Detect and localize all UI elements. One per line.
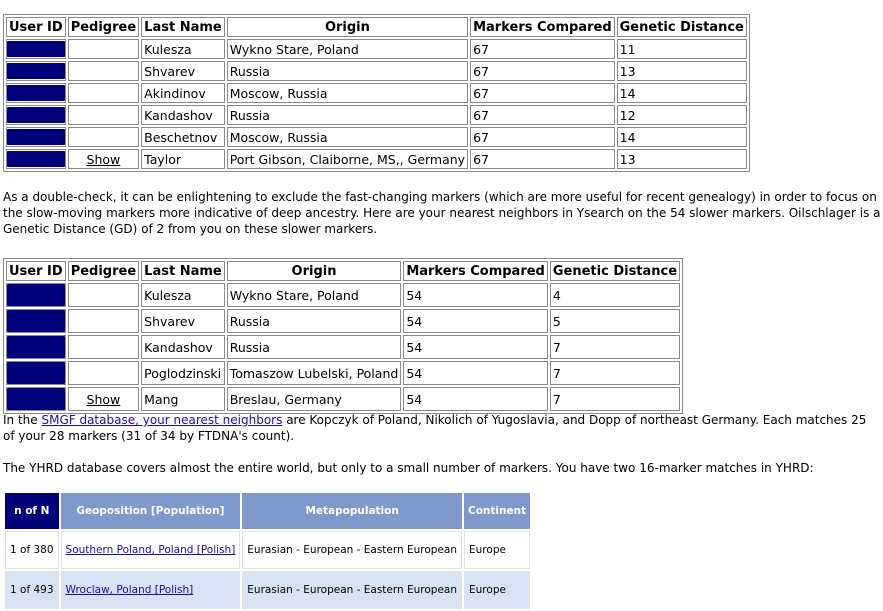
origin-cell: Breslau, Germany bbox=[227, 387, 402, 411]
col-user-id: User ID bbox=[6, 261, 66, 281]
col-pedigree: Pedigree bbox=[68, 17, 139, 37]
metapopulation-cell: Eurasian - European - Eastern European bbox=[242, 531, 462, 569]
smgf-paragraph bbox=[3, 412, 873, 444]
table-row bbox=[6, 283, 680, 307]
last-name-cell: Shvarev bbox=[141, 61, 225, 81]
user-id-redacted[interactable] bbox=[6, 283, 66, 307]
table-row bbox=[6, 61, 747, 81]
last-name-cell: Kulesza bbox=[141, 39, 225, 59]
origin-cell: Russia bbox=[227, 61, 468, 81]
geoposition-cell bbox=[61, 571, 241, 609]
table-row bbox=[5, 571, 530, 609]
markers-cell: 67 bbox=[470, 105, 615, 125]
markers-cell: 54 bbox=[403, 335, 548, 359]
table-row bbox=[6, 149, 747, 169]
markers-cell: 67 bbox=[470, 127, 615, 147]
pedigree-cell bbox=[68, 105, 139, 125]
col-origin: Origin bbox=[227, 17, 468, 37]
geoposition-cell bbox=[61, 531, 241, 569]
origin-cell: Wykno Stare, Poland bbox=[227, 283, 402, 307]
col-genetic-distance: Genetic Distance bbox=[550, 261, 680, 281]
col-origin: Origin bbox=[227, 261, 402, 281]
user-id-redacted[interactable] bbox=[6, 61, 66, 81]
gd-cell: 4 bbox=[550, 283, 680, 307]
pedigree-show-link[interactable]: Show bbox=[86, 151, 121, 167]
origin-cell: Port Gibson, Claiborne, MS,, Germany bbox=[227, 149, 468, 169]
origin-cell: Russia bbox=[227, 105, 468, 125]
table-row bbox=[6, 309, 680, 333]
smgf-text-before: In the bbox=[3, 413, 42, 427]
col-markers-compared: Markers Compared bbox=[403, 261, 548, 281]
table-row bbox=[6, 387, 680, 411]
n-of-n-cell: 1 of 493 bbox=[5, 571, 59, 609]
gd-cell: 5 bbox=[550, 309, 680, 333]
table-header-row bbox=[5, 493, 530, 529]
user-id-redacted[interactable] bbox=[6, 335, 66, 359]
markers-cell: 67 bbox=[470, 61, 615, 81]
markers-cell: 67 bbox=[470, 39, 615, 59]
origin-cell: Moscow, Russia bbox=[227, 127, 468, 147]
pedigree-cell bbox=[68, 127, 139, 147]
col-geoposition: Geoposition [Population] bbox=[61, 493, 241, 529]
gd-cell: 13 bbox=[617, 61, 747, 81]
gd-cell: 7 bbox=[550, 335, 680, 359]
pedigree-cell bbox=[68, 283, 139, 307]
pedigree-cell bbox=[68, 335, 139, 359]
continent-cell: Europe bbox=[464, 531, 530, 569]
continent-cell: Europe bbox=[464, 571, 530, 609]
col-metapopulation: Metapopulation bbox=[242, 493, 462, 529]
last-name-cell: Kandashov bbox=[141, 105, 225, 125]
slow-markers-paragraph: As a double-check, it can be enlightening to exclude the fast-changing markers (which are more useful for recent genealogy) in order to focus on the slow-moving markers more indicative of deep ancestry. Here are your nearest neighbors in Ysearch on the 54 slower markers. Oilschlager is a Genetic Distance (GD) of 2 from you on these slower markers. bbox=[3, 190, 881, 236]
pedigree-cell bbox=[68, 39, 139, 59]
table-row bbox=[6, 361, 680, 385]
pedigree-cell bbox=[68, 387, 139, 411]
last-name-cell: Taylor bbox=[141, 149, 225, 169]
pedigree-cell bbox=[68, 149, 139, 169]
markers-cell: 54 bbox=[403, 361, 548, 385]
markers-cell: 67 bbox=[470, 83, 615, 103]
table-row bbox=[5, 531, 530, 569]
table-header-row bbox=[6, 261, 680, 281]
gd-cell: 13 bbox=[617, 149, 747, 169]
yhrd-matches-table bbox=[3, 491, 532, 611]
col-last-name: Last Name bbox=[141, 261, 225, 281]
metapopulation-cell: Eurasian - European - Eastern European bbox=[242, 571, 462, 609]
origin-cell: Moscow, Russia bbox=[227, 83, 468, 103]
user-id-redacted[interactable] bbox=[6, 105, 66, 125]
col-genetic-distance: Genetic Distance bbox=[617, 17, 747, 37]
ysearch-67-marker-table bbox=[3, 14, 750, 172]
table-row bbox=[6, 335, 680, 359]
col-pedigree: Pedigree bbox=[68, 261, 139, 281]
pedigree-cell bbox=[68, 83, 139, 103]
user-id-redacted[interactable] bbox=[6, 39, 66, 59]
markers-cell: 54 bbox=[403, 283, 548, 307]
table-header-row bbox=[6, 17, 747, 37]
last-name-cell: Beschetnov bbox=[141, 127, 225, 147]
user-id-redacted[interactable] bbox=[6, 127, 66, 147]
yhrd-paragraph: The YHRD database covers almost the entire world, but only to a small number of markers. You have two 16-marker matches in YHRD: bbox=[3, 461, 814, 475]
markers-cell: 67 bbox=[470, 149, 615, 169]
markers-cell: 54 bbox=[403, 309, 548, 333]
col-last-name: Last Name bbox=[141, 17, 225, 37]
table-row bbox=[6, 39, 747, 59]
smgf-text-after: are Kopczyk of Poland, Nikolich of Yugoslavia, and Dopp of northeast Germany. Each matches 25 of your 28 markers (31 of 34 by FTDNA's count). bbox=[3, 413, 867, 443]
pedigree-cell bbox=[68, 61, 139, 81]
gd-cell: 12 bbox=[617, 105, 747, 125]
user-id-redacted[interactable] bbox=[6, 309, 66, 333]
table-row bbox=[6, 83, 747, 103]
col-continent: Continent bbox=[464, 493, 530, 529]
origin-cell: Russia bbox=[227, 335, 402, 359]
smgf-neighbors-link[interactable]: SMGF database, your nearest neighbors bbox=[41, 413, 283, 427]
gd-cell: 14 bbox=[617, 127, 747, 147]
gd-cell: 14 bbox=[617, 83, 747, 103]
col-user-id: User ID bbox=[6, 17, 66, 37]
table-row bbox=[6, 105, 747, 125]
pedigree-cell bbox=[68, 361, 139, 385]
last-name-cell: Akindinov bbox=[141, 83, 225, 103]
geoposition-link[interactable]: Wroclaw, Poland [Polish] bbox=[65, 584, 194, 596]
origin-cell: Wykno Stare, Poland bbox=[227, 39, 468, 59]
user-id-redacted[interactable] bbox=[6, 361, 66, 385]
user-id-redacted[interactable] bbox=[6, 83, 66, 103]
last-name-cell: Kulesza bbox=[141, 283, 225, 307]
last-name-cell: Poglodzinski bbox=[141, 361, 225, 385]
col-n-of-n: n of N bbox=[5, 493, 59, 529]
geoposition-link[interactable]: Southern Poland, Poland [Polish] bbox=[65, 544, 236, 556]
origin-cell: Tomaszow Lubelski, Poland bbox=[227, 361, 402, 385]
last-name-cell: Shvarev bbox=[141, 309, 225, 333]
gd-cell: 7 bbox=[550, 361, 680, 385]
gd-cell: 11 bbox=[617, 39, 747, 59]
markers-cell: 54 bbox=[403, 387, 548, 411]
pedigree-show-link[interactable]: Show bbox=[86, 391, 121, 407]
ysearch-54-marker-table bbox=[3, 258, 683, 414]
col-markers-compared: Markers Compared bbox=[470, 17, 615, 37]
n-of-n-cell: 1 of 380 bbox=[5, 531, 59, 569]
origin-cell: Russia bbox=[227, 309, 402, 333]
user-id-redacted[interactable] bbox=[6, 387, 66, 411]
gd-cell: 7 bbox=[550, 387, 680, 411]
last-name-cell: Mang bbox=[141, 387, 225, 411]
table-row bbox=[6, 127, 747, 147]
last-name-cell: Kandashov bbox=[141, 335, 225, 359]
user-id-redacted[interactable] bbox=[6, 149, 66, 169]
pedigree-cell bbox=[68, 309, 139, 333]
